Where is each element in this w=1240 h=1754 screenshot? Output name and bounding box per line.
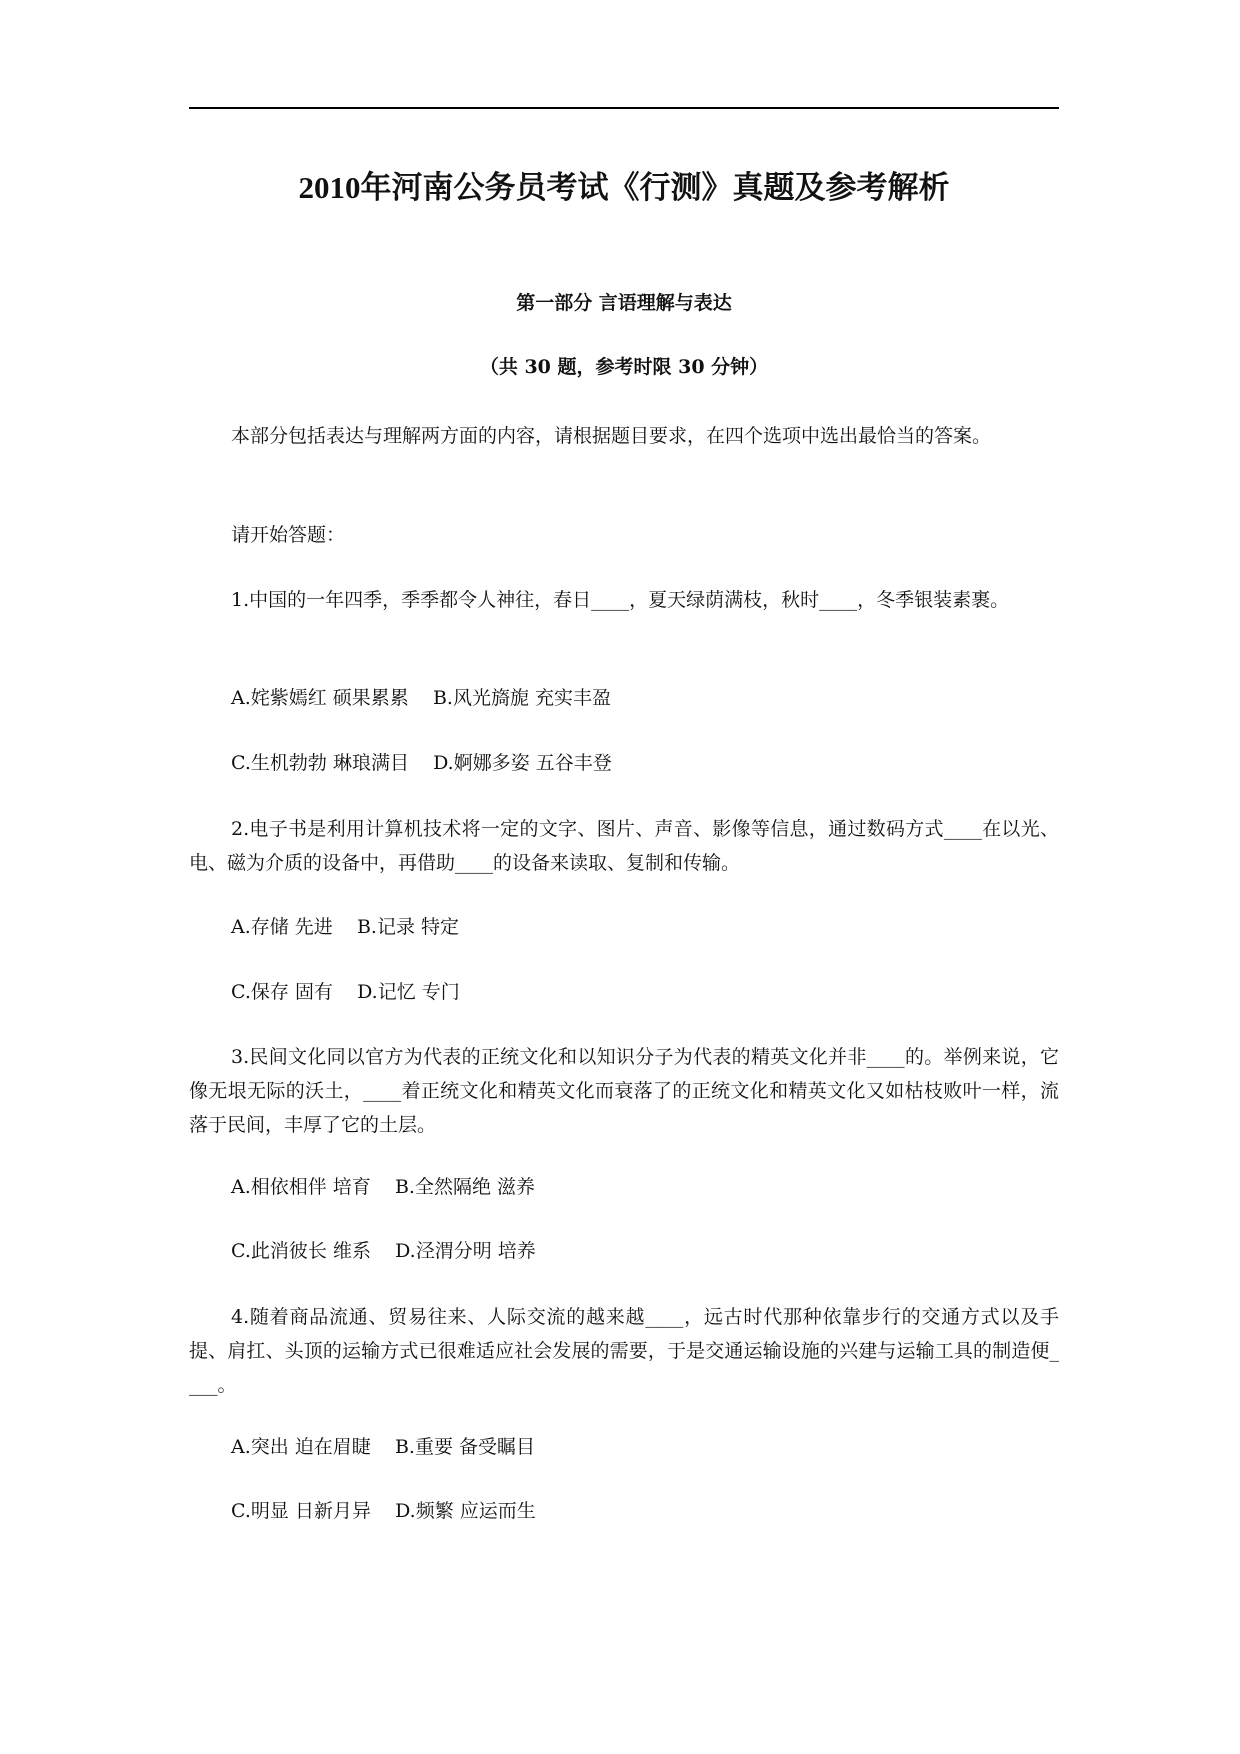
question-2-options-ab: A.存储 先进 B.记录 特定 [231,916,460,938]
question-1-options-ab: A.姹紫嫣红 硕果累累 B.风光旖旎 充实丰盈 [231,687,612,709]
question-2-options-cd: C.保存 固有 D.记忆 专门 [231,981,460,1003]
question-3-options-cd: C.此消彼长 维系 D.泾渭分明 培养 [231,1240,536,1262]
header-rule [189,107,1059,109]
part-intro: 本部分包括表达与理解两方面的内容，请根据题目要求，在四个选项中选出最恰当的答案。 [231,425,992,447]
question-1-options-cd: C.生机勃勃 琳琅满目 D.婀娜多姿 五谷丰登 [231,752,612,774]
question-3-options-ab: A.相依相伴 培育 B.全然隔绝 滋养 [231,1176,536,1198]
question-4-options-ab: A.突出 迫在眉睫 B.重要 备受瞩目 [231,1436,536,1458]
part-subheading: （共 30 题，参考时限 30 分钟） [479,356,769,378]
question-4-options-cd: C.明显 日新月异 D.频繁 应运而生 [231,1500,536,1522]
document-title: 2010年河南公务员考试《行测》真题及参考解析 [298,170,950,205]
part-heading: 第一部分 言语理解与表达 [516,292,732,314]
question-4-stem: 4.随着商品流通、贸易往来、人际交流的越来越____，远古时代那种依靠步行的交通方式以及手提、肩扛、头顶的运输方式已很难适应社会发展的需要，于是交通运输设施的兴建与运输工具的制造便____。 [189,1306,1059,1396]
question-3-stem: 3.民间文化同以官方为代表的正统文化和以知识分子为代表的精英文化并非____的。举例来说，它像无垠无际的沃土，____着正统文化和精英文化而衰落了的正统文化和精英文化又如枯枝败叶一样，流落于民间，丰厚了它的土层。 [189,1046,1059,1136]
question-1-stem: 1.中国的一年四季，季季都令人神往，春日____，夏天绿荫满枝，秋时____，冬季银装素裹。 [231,589,1010,611]
question-2-stem: 2.电子书是利用计算机技术将一定的文字、图片、声音、影像等信息，通过数码方式____在以光、电、磁为介质的设备中，再借助____的设备来读取、复制和传输。 [189,818,1059,874]
start-prompt: 请开始答题： [231,524,346,546]
